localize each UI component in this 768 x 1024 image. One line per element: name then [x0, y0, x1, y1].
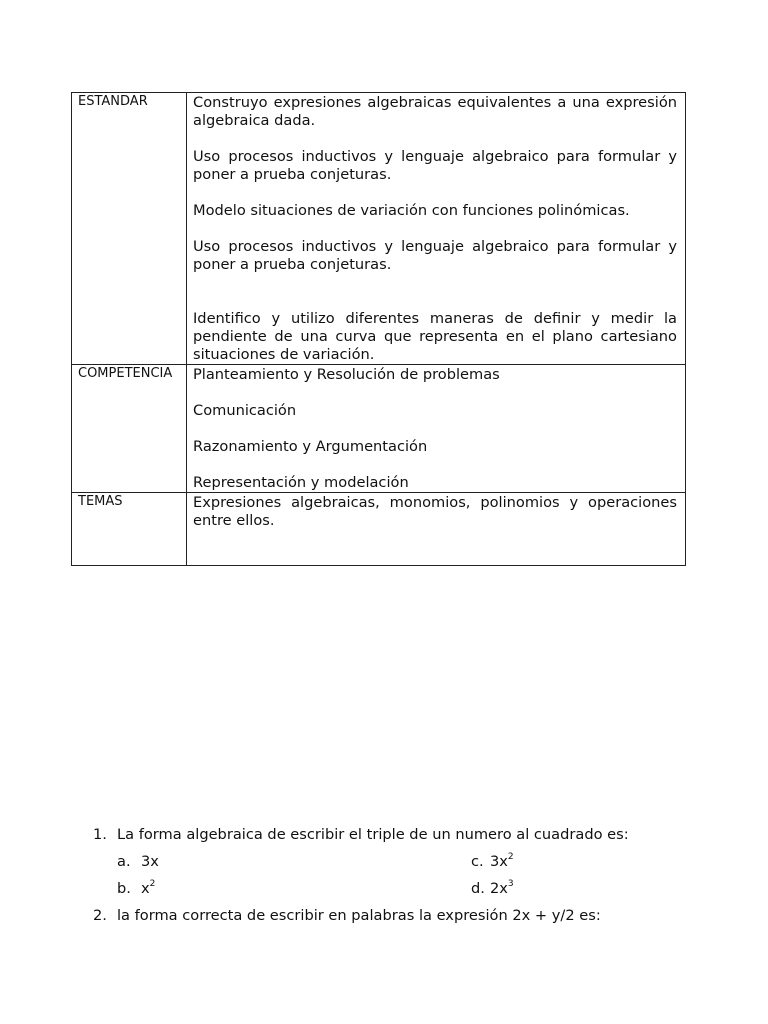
option-a — [117, 853, 159, 871]
option-letter: d. — [471, 880, 485, 897]
option-exponent: 3 — [507, 879, 514, 890]
estandar-paragraph: Uso procesos inductivos y lenguaje algebraico para formular y poner a prueba conjeturas. — [193, 148, 677, 183]
option-exponent: 2 — [149, 879, 156, 890]
option-letter: b. — [117, 880, 131, 897]
competencia-item: Comunicación — [193, 402, 297, 419]
option-letter: c. — [471, 853, 484, 870]
temas-item: Expresiones algebraicas, monomios, polinomios y operaciones entre ellos. — [193, 494, 677, 529]
competencia-item: Planteamiento y Resolución de problemas — [193, 366, 500, 383]
option-value: x — [141, 880, 150, 897]
options-row-1 — [93, 853, 693, 871]
competencia-content — [187, 365, 686, 493]
question-text: la forma correcta de escribir en palabras la expresión 2x + y/2 es: — [117, 907, 601, 924]
option-letter: a. — [117, 853, 131, 870]
option-d — [471, 880, 514, 898]
options-row-2 — [93, 880, 693, 898]
estandar-label: ESTANDAR — [72, 93, 187, 365]
option-exponent: 2 — [507, 852, 514, 863]
table-row-competencia — [72, 365, 686, 493]
estandar-paragraph: Identifico y utilizo diferentes maneras de definir y medir la pendiente de una curva que representa en el plano cartesiano situaciones de variación. — [193, 310, 677, 363]
option-value: 3x — [141, 853, 159, 870]
question-number: 2. — [93, 907, 107, 924]
option-value: 2x — [490, 880, 508, 897]
table-row-estandar — [72, 93, 686, 365]
estandar-content — [187, 93, 686, 365]
standards-table — [71, 92, 686, 566]
estandar-paragraph: Modelo situaciones de variación con funciones polinómicas. — [193, 202, 630, 219]
option-c — [471, 853, 514, 871]
competencia-item: Representación y modelación — [193, 474, 409, 491]
estandar-paragraph: Uso procesos inductivos y lenguaje algebraico para formular y poner a prueba conjeturas. — [193, 238, 677, 273]
temas-label: TEMAS — [72, 493, 187, 566]
question-2 — [93, 907, 693, 925]
competencia-item: Razonamiento y Argumentación — [193, 438, 428, 455]
question-list — [93, 826, 693, 925]
question-number: 1. — [93, 826, 107, 843]
temas-content — [187, 493, 686, 566]
competencia-label: COMPETENCIA — [72, 365, 187, 493]
question-1 — [93, 826, 693, 844]
option-value: 3x — [490, 853, 508, 870]
table-row-temas — [72, 493, 686, 566]
estandar-paragraph: Construyo expresiones algebraicas equivalentes a una expresión algebraica dada. — [193, 94, 677, 129]
question-text: La forma algebraica de escribir el triple de un numero al cuadrado es: — [117, 826, 629, 843]
option-b — [117, 880, 155, 898]
